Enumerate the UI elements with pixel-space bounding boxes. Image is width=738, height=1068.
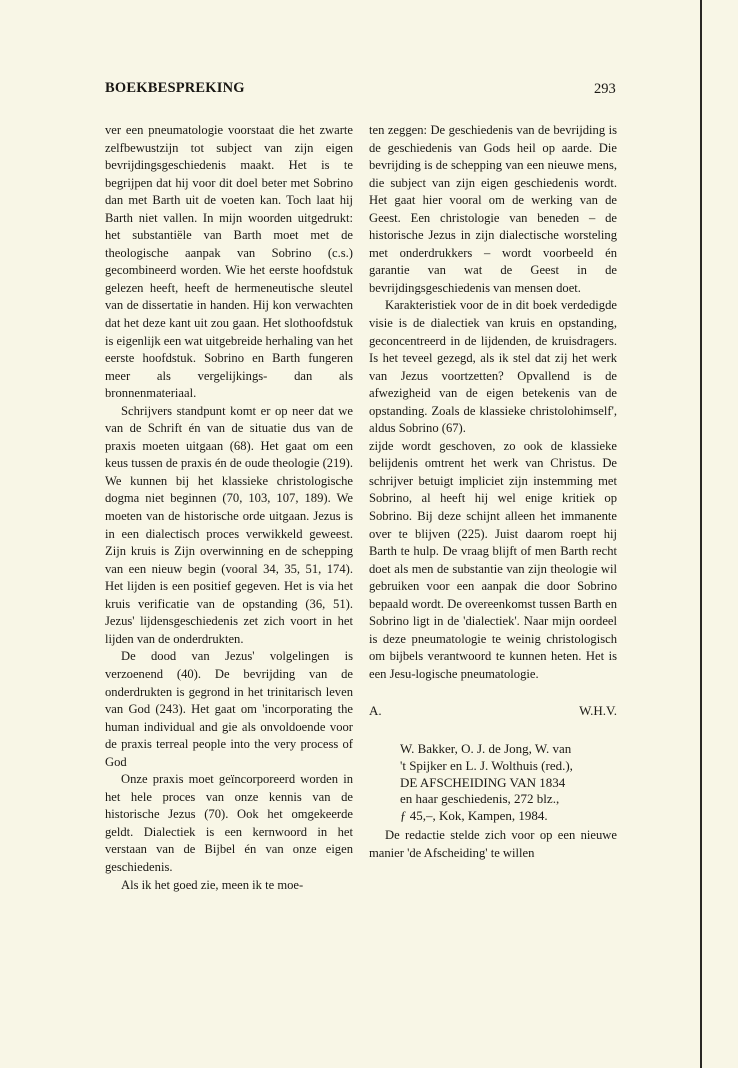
review-signature bbox=[369, 702, 617, 720]
right-column bbox=[369, 122, 617, 862]
page-edge-line bbox=[700, 0, 702, 1068]
paragraph: zijde wordt geschoven, zo ook de klassieke belijdenis omtrent het werk van Christus. De schrijver betuigt impliciet zijn instemming met Sobrino, al heeft hij wel enige kritiek op Sobrino. Bij deze schijnt alleen het immanente over te blijven (225). Juist daarom roept hij Barth te hulp. De vraag blijft of men Barth recht doet als men de substantie van zijn theologie wil gebruiken voor een aanpak die door Sobrino bepaald wordt. De overeenkomst tussen Barth en Sobrino ligt in de 'dialectiek'. Naar mijn oordeel is deze pneumatologie te weinig christologisch om bijbels verantwoord te kunnen heten. Het is een Jesu-logische pneumatologie. bbox=[369, 438, 617, 681]
paragraph: Onze praxis moet geïncorporeerd worden in het hele proces van onze kennis van de historische Jezus (70). Ook het omgekeerde geldt. Dialectiek is een kernwoord in het verstaan van de Bijbel én van onze eigen geschiedenis. bbox=[105, 772, 353, 874]
citation-line: 't Spijker en L. J. Wolthuis (red.), bbox=[400, 757, 573, 773]
paragraph: Karakteristiek voor de in dit boek verdedigde visie is de dialectiek van kruis en opstanding, geconcentreerd in de lijdenden, de kruisdragers. Is het teveel gezegd, als ik stel dat zij het werk van Jezus voortzetten? Opvallend is de afwezigheid van de eigen betekenis van de opstanding. Zoals de klassieke christolohimself', aldus Sobrino (67). bbox=[369, 298, 617, 436]
running-header-title: BOEKBESPREKING bbox=[105, 80, 245, 96]
paragraph: De redactie stelde zich voor op een nieuwe manier 'de Afscheiding' te willen bbox=[369, 828, 617, 860]
page-number: 293 bbox=[594, 81, 616, 97]
paragraph: Als ik het goed zie, meen ik te moe- bbox=[121, 877, 304, 892]
reviewer-initials: W.H.V. bbox=[579, 702, 617, 718]
citation-line: DE AFSCHEIDING VAN 1834 bbox=[400, 774, 566, 790]
paragraph: ver een pneumatologie voorstaat die het zwarte zelfbewustzijn tot subject van zijn eigen bevrijdingsgeschiedenis maakt. Het is te begrijpen dat hij voor dit doel beter met Sobrino dan met Barth uit de voeten kan. Toch laat hij Barth niet vallen. In mijn woorden uitgedrukt: het substantiële van Barth moet met de theologische aanpak van Sobrino (c.s.) gecombineerd worden. Wie het eerste hoofdstuk gelezen heeft, heeft de hermeneutische sleutel van de dissertatie in handen. Hij kon verwachten dat het deze kant uit zou gaan. Het slothoofdstuk is eigenlijk een wat uitgebreide herhaling van het eerste hoofdstuk. Sobrino en Barth fungeren meer als vergelijkings- dan als bronnenmateriaal. bbox=[105, 123, 353, 401]
signature-initial: A. bbox=[369, 702, 382, 718]
citation-line: en haar geschiedenis, 272 blz., bbox=[400, 791, 560, 807]
paragraph: Schrijvers standpunt komt er op neer dat we van de Schrift én van de situatie dus van de praxis moeten uitgaan (68). Het gaat om een keus tussen de praxis én de oude theologie (219). We kunnen bij het klassieke christologische dogma niet beginnen (70, 103, 107, 189). We moeten van de historische orde uitgaan. Jezus is in een dialectisch proces verwikkeld geweest. Zijn kruis is Zijn overwinning en de schepping van een nieuw begin (vooral 34, 35, 51, 174). Het lijden is een positief gegeven. Het is via het kruis verificatie van de opstanding (36, 51). Jezus' lijdensgeschiedenis zet zich voort in het lijden van de onderdrukten. bbox=[105, 403, 353, 646]
book-citation bbox=[369, 741, 617, 825]
paragraph: ten zeggen: De geschiedenis van de bevrijding is de geschiedenis van Gods heil op aarde. Die bevrijding is de schepping van een nieuwe mens, die subject van zijn eigen geschiedenis wordt. Het gaat hier vooral om de werking van de Geest. Een christologie van beneden – de historische Jezus in zijn dialectische worsteling met onderdrukkers – wordt voorbeeld én garantie van wat de Geest in de bevrijdingsgeschiedenis van mensen doet. bbox=[369, 123, 617, 295]
citation-line: ƒ 45,–, Kok, Kampen, 1984. bbox=[400, 808, 548, 824]
paragraph: De dood van Jezus' volgelingen is verzoenend (40). De bevrijding van de onderdrukten is gegrond in het trinitarisch leven van God (243). Het gaat om 'incorporating the human individual and gie als onvoldoende voor de praxis terreal people into the very process of God bbox=[105, 649, 353, 769]
citation-line: W. Bakker, O. J. de Jong, W. van bbox=[400, 741, 572, 757]
left-column bbox=[105, 122, 353, 894]
